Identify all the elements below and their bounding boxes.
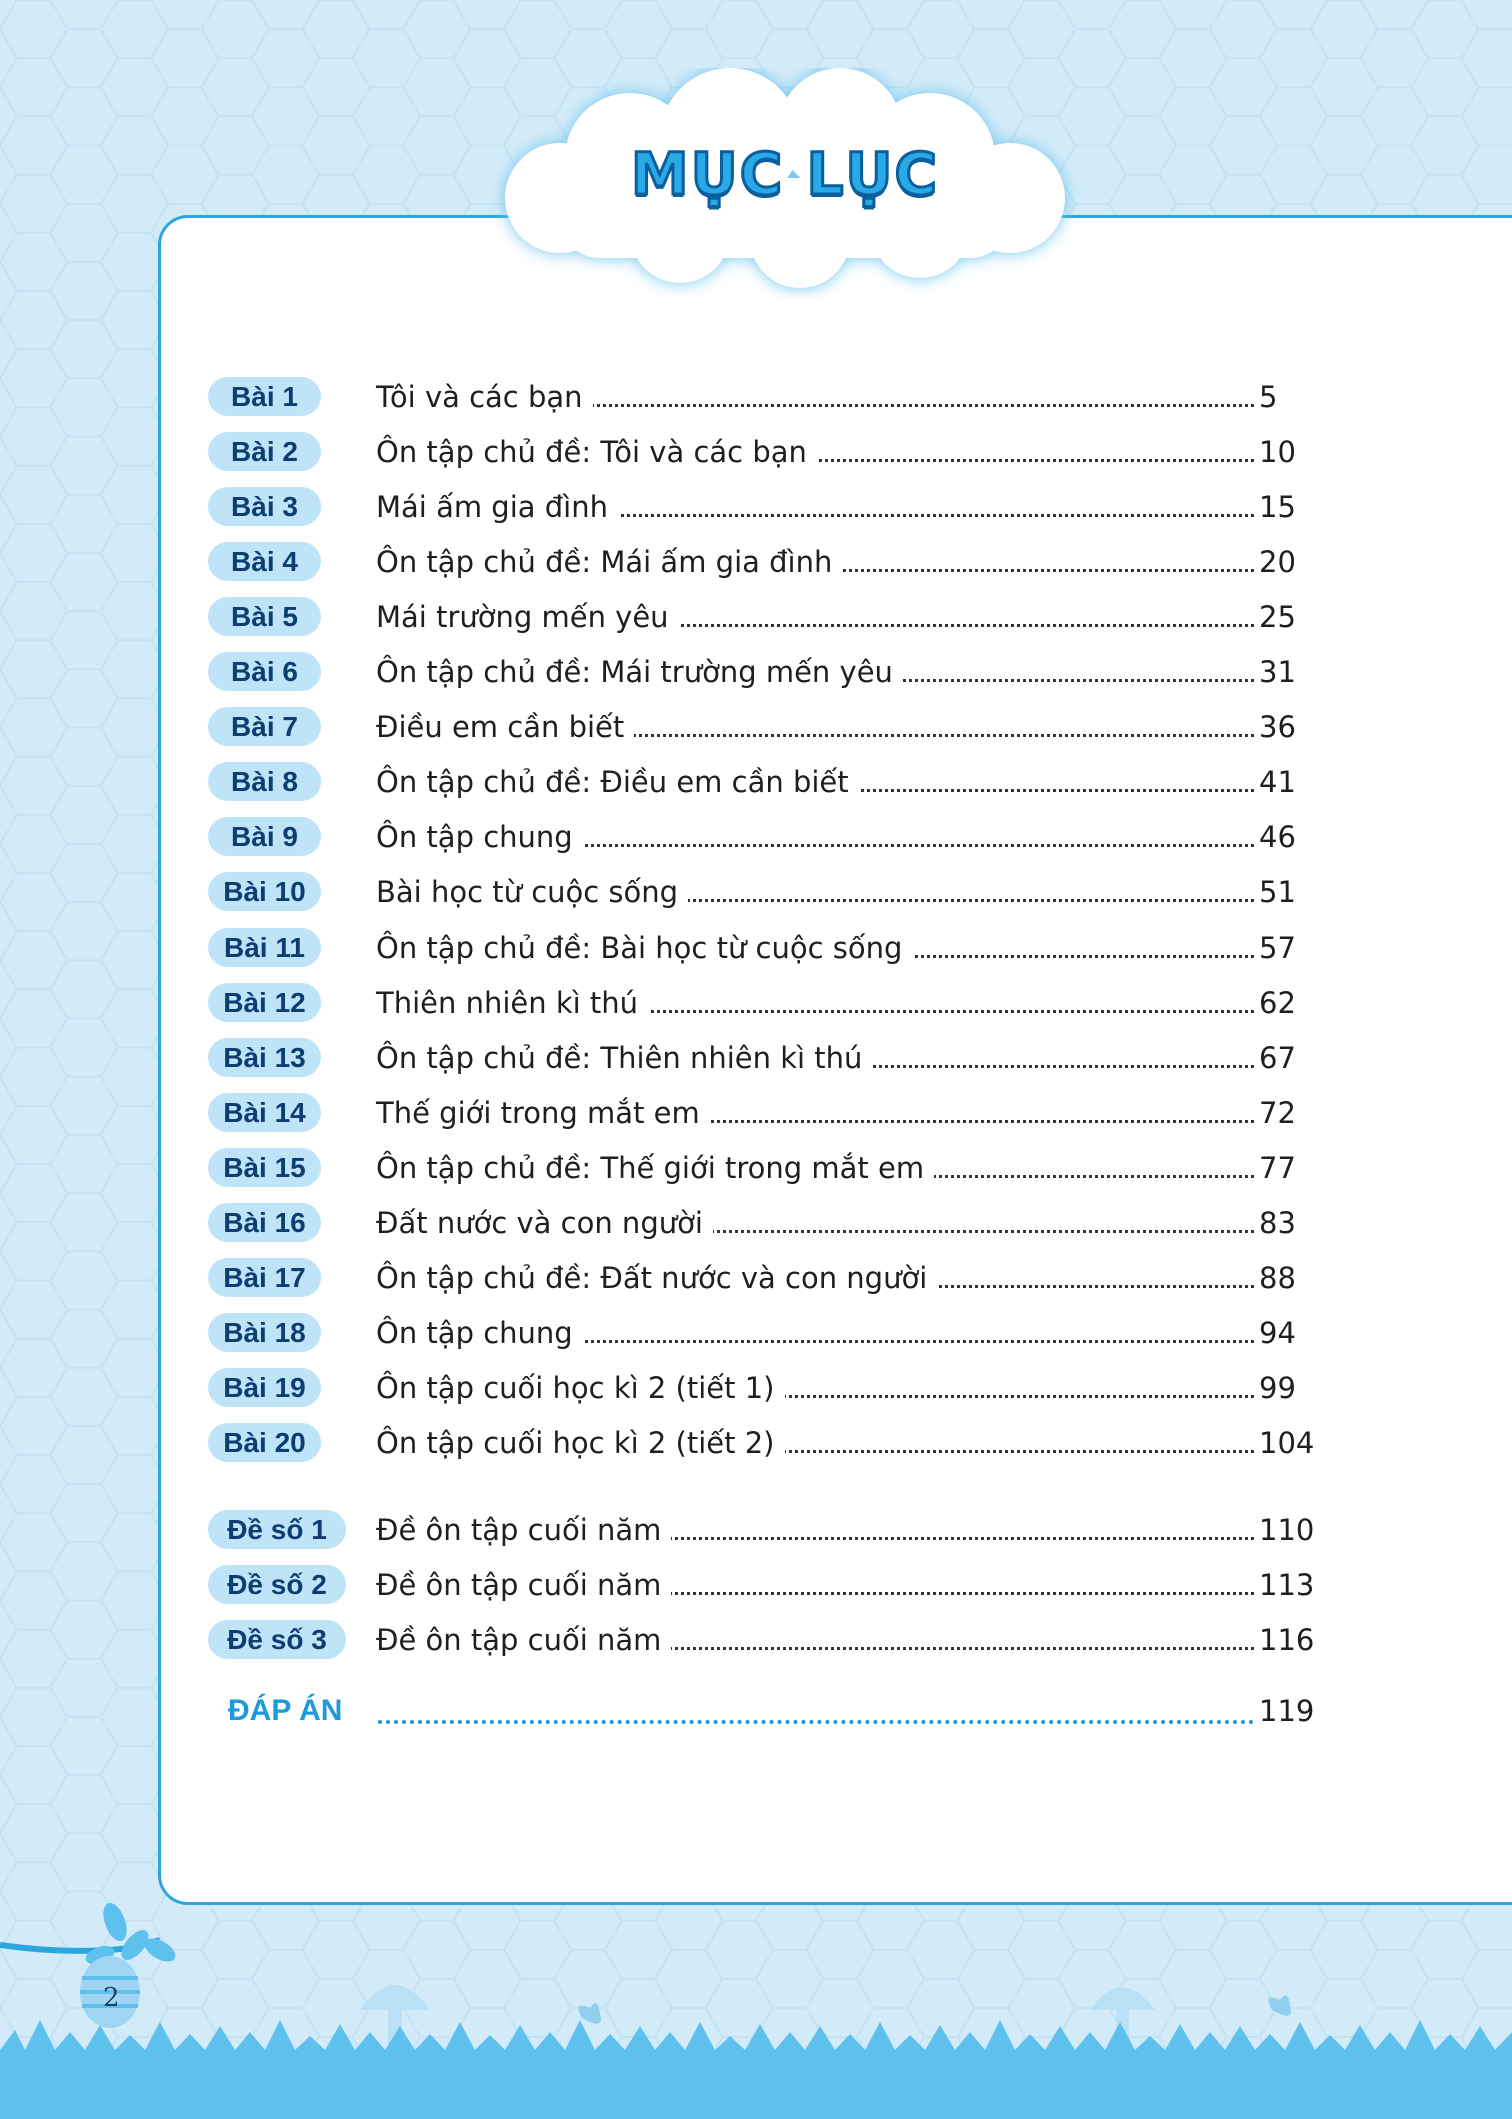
page-number: 41 — [1257, 762, 1296, 802]
lesson-title: Ôn tập cuối học kì 2 (tiết 1) — [376, 1368, 785, 1408]
page-number: 94 — [1257, 1313, 1296, 1353]
lesson-title: Ôn tập chủ đề: Điều em cần biết — [376, 762, 859, 802]
lesson-title: Ôn tập chủ đề: Thế giới trong mắt em — [376, 1148, 934, 1188]
lesson-title: Ôn tập chủ đề: Đất nước và con người — [376, 1258, 937, 1298]
lesson-badge: Bài 9 — [208, 817, 321, 856]
lesson-badge: Bài 20 — [208, 1423, 321, 1462]
toc-row[interactable] — [0, 377, 1512, 417]
lesson-badge: Bài 11 — [208, 928, 321, 967]
lesson-title: Ôn tập chủ đề: Thiên nhiên kì thú — [376, 1038, 872, 1078]
lesson-badge: Bài 17 — [208, 1258, 321, 1297]
toc-row[interactable] — [0, 1620, 1512, 1660]
toc-row[interactable] — [0, 1038, 1512, 1078]
lesson-title: Ôn tập chung — [376, 1313, 583, 1353]
lesson-title: Điều em cần biết — [376, 707, 634, 747]
lesson-badge: Bài 4 — [208, 542, 321, 581]
exam-title: Đề ôn tập cuối năm — [376, 1510, 671, 1550]
toc-row[interactable] — [0, 1313, 1512, 1353]
toc-row[interactable] — [0, 817, 1512, 857]
dot-leader — [378, 1720, 1254, 1724]
lesson-title: Ôn tập chủ đề: Bài học từ cuộc sống — [376, 928, 912, 968]
page-number: 88 — [1257, 1258, 1296, 1298]
toc-row[interactable] — [0, 1258, 1512, 1298]
page-number: 67 — [1257, 1038, 1296, 1078]
page-number: 116 — [1257, 1620, 1314, 1660]
page-number: 83 — [1257, 1203, 1296, 1243]
answers-label: ĐÁP ÁN — [228, 1694, 343, 1727]
exam-title: Đề ôn tập cuối năm — [376, 1565, 671, 1605]
exam-badge: Đề số 1 — [208, 1510, 346, 1549]
lesson-badge: Bài 14 — [208, 1093, 321, 1132]
lesson-title: Mái ấm gia đình — [376, 487, 618, 527]
toc-row[interactable] — [0, 597, 1512, 637]
lesson-title: Tôi và các bạn — [376, 377, 593, 417]
toc-row[interactable] — [0, 542, 1512, 582]
page-title: MỤC LỤC — [630, 140, 940, 208]
lesson-title: Ôn tập cuối học kì 2 (tiết 2) — [376, 1423, 785, 1463]
lesson-badge: Bài 13 — [208, 1038, 321, 1077]
lesson-badge: Bài 3 — [208, 487, 321, 526]
toc-row-answers[interactable] — [0, 1691, 1512, 1731]
lesson-title: Ôn tập chung — [376, 817, 583, 857]
toc-row[interactable] — [0, 1423, 1512, 1463]
lesson-title: Đất nước và con người — [376, 1203, 713, 1243]
toc-row[interactable] — [0, 762, 1512, 802]
lesson-badge: Bài 2 — [208, 432, 321, 471]
page-number: 57 — [1257, 928, 1296, 968]
toc-row[interactable] — [0, 1093, 1512, 1133]
page-number: 62 — [1257, 983, 1296, 1023]
page-number: 72 — [1257, 1093, 1296, 1133]
lesson-badge: Bài 16 — [208, 1203, 321, 1242]
lesson-title: Thiên nhiên kì thú — [376, 983, 648, 1023]
page-number: 20 — [1257, 542, 1296, 582]
lesson-title: Ôn tập chủ đề: Mái trường mến yêu — [376, 652, 903, 692]
toc-row[interactable] — [0, 707, 1512, 747]
lesson-badge: Bài 8 — [208, 762, 321, 801]
lesson-badge: Bài 7 — [208, 707, 321, 746]
toc-row[interactable] — [0, 432, 1512, 472]
page-number: 77 — [1257, 1148, 1296, 1188]
page-number: 113 — [1257, 1565, 1314, 1605]
lesson-badge: Bài 10 — [208, 872, 321, 911]
lesson-badge: Bài 6 — [208, 652, 321, 691]
lesson-badge: Bài 18 — [208, 1313, 321, 1352]
exam-badge: Đề số 2 — [208, 1565, 346, 1604]
page-number: 10 — [1257, 432, 1296, 472]
exam-title: Đề ôn tập cuối năm — [376, 1620, 671, 1660]
toc-row[interactable] — [0, 928, 1512, 968]
page-number: 5 — [1257, 377, 1277, 417]
lesson-badge: Bài 1 — [208, 377, 321, 416]
lesson-title: Ôn tập chủ đề: Tôi và các bạn — [376, 432, 817, 472]
lesson-badge: Bài 12 — [208, 983, 321, 1022]
page-number: 110 — [1257, 1510, 1314, 1550]
toc-row[interactable] — [0, 983, 1512, 1023]
page-number: 36 — [1257, 707, 1296, 747]
page-number: 119 — [1257, 1691, 1314, 1731]
lesson-badge: Bài 19 — [208, 1368, 321, 1407]
toc-row[interactable] — [0, 1510, 1512, 1550]
grass-footer-icon — [0, 1900, 1512, 2119]
toc-row[interactable] — [0, 652, 1512, 692]
page-number: 15 — [1257, 487, 1296, 527]
page-number: 104 — [1257, 1423, 1314, 1463]
toc-row[interactable] — [0, 1565, 1512, 1605]
toc-row[interactable] — [0, 1368, 1512, 1408]
page-number: 25 — [1257, 597, 1296, 637]
lesson-title: Bài học từ cuộc sống — [376, 872, 688, 912]
toc-row[interactable] — [0, 1148, 1512, 1188]
page-number: 51 — [1257, 872, 1296, 912]
lesson-badge: Bài 15 — [208, 1148, 321, 1187]
page-number-footer: 2 — [103, 1983, 120, 2013]
exam-badge: Đề số 3 — [208, 1620, 346, 1659]
lesson-title: Thế giới trong mắt em — [376, 1093, 710, 1133]
page-number: 46 — [1257, 817, 1296, 857]
toc-row[interactable] — [0, 487, 1512, 527]
page-number: 31 — [1257, 652, 1296, 692]
toc-row[interactable] — [0, 1203, 1512, 1243]
toc-row[interactable] — [0, 872, 1512, 912]
lesson-title: Mái trường mến yêu — [376, 597, 679, 637]
page-number: 99 — [1257, 1368, 1296, 1408]
lesson-title: Ôn tập chủ đề: Mái ấm gia đình — [376, 542, 842, 582]
lesson-badge: Bài 5 — [208, 597, 321, 636]
